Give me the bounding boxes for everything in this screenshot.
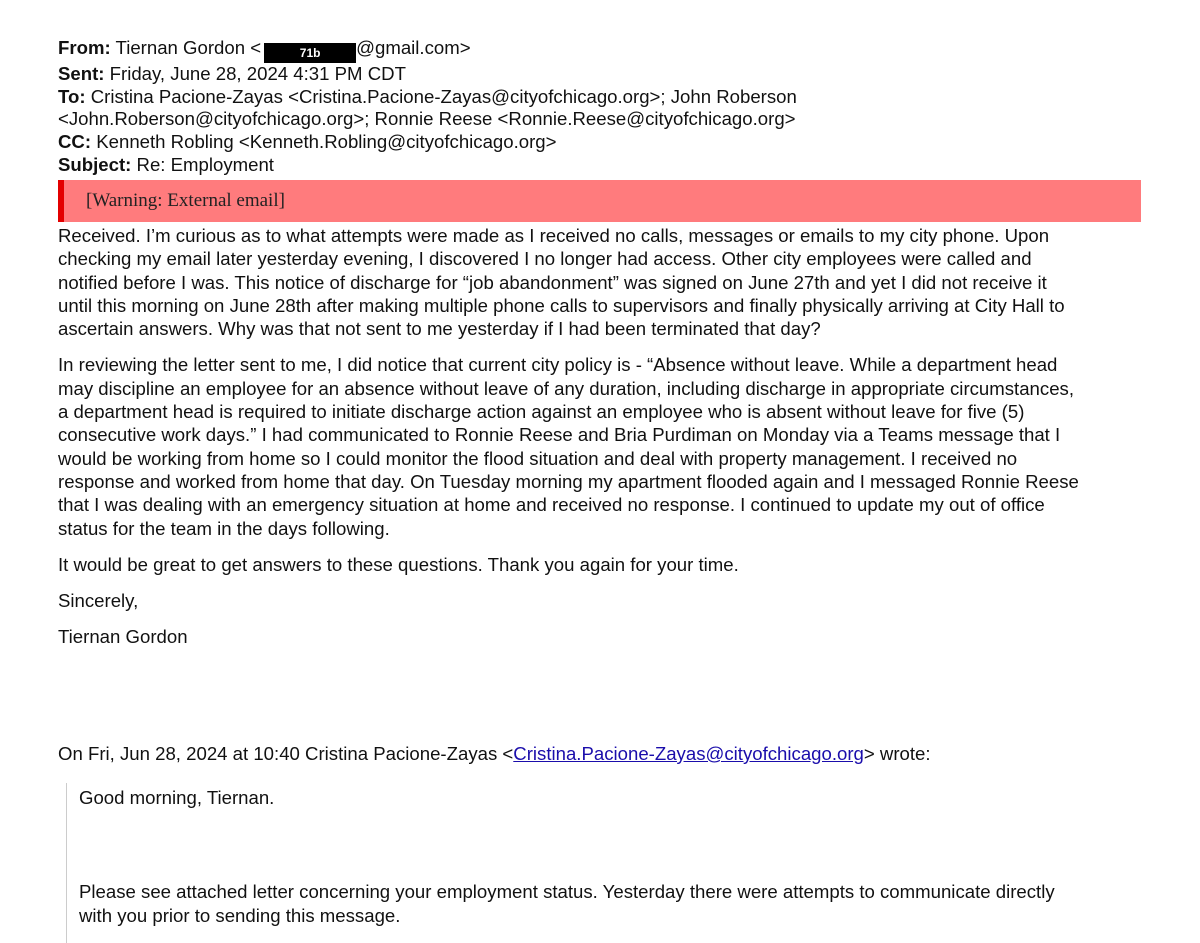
sent-row: Sent: Friday, June 28, 2024 4:31 PM CDT bbox=[58, 63, 406, 84]
quoted-body-line: with you prior to sending this message. bbox=[79, 904, 401, 926]
email-body bbox=[58, 224, 1168, 662]
paragraph-1: Received. I’m curious as to what attempts were made as I received no calls, messages or emails to my city phone. Upon checking my email later yesterday evening, I discovered I no longer had access. Other city employees were called and notified before I was. This notice of discharge for “job abandonment” was signed on June 27th and yet I did not receive it until this morning on June 28th after making multiple phone calls to supervisors and finally physically arriving at City Hall to ascertain answers. Why was that not sent to me yesterday if I had been terminated that day? bbox=[58, 225, 1065, 340]
quoted-greeting: Good morning, Tiernan. bbox=[79, 787, 275, 808]
quoted-message bbox=[66, 783, 1055, 943]
paragraph-3: It would be great to get answers to these questions. Thank you again for your time. bbox=[58, 553, 739, 575]
subject-row: Subject: Re: Employment bbox=[58, 153, 274, 175]
cc-row: CC: Kenneth Robling <Kenneth.Robling@cityofchicago.org> bbox=[58, 131, 557, 153]
quoted-body-line: Please see attached letter concerning your employment status. Yesterday there were attempts to communicate directly bbox=[79, 881, 1055, 903]
quoted-attribution: On Fri, Jun 28, 2024 at 10:40 Cristina Pacione-Zayas <Cristina.Pacione-Zayas@cityofchicago.org> wrote: bbox=[58, 743, 931, 764]
redaction-box: 71b bbox=[264, 43, 356, 63]
paragraph-2: In reviewing the letter sent to me, I did notice that current city policy is - “Absence without leave. While a department head may discipline an employee for an absence without leave of any duration, including discharge in appropriate circumstances, a department head is required to initiate discharge action against an employee who is absent without leave for five (5) consecutive work days.” I had communicated to Ronnie Reese and Bria Purdiman on Monday via a Teams message that I would be working from home so I could monitor the flood situation and deal with property management. I received no response and worked from home that day. On Tuesday morning my apartment flooded again and I messaged Ronnie Reese that I was dealing with an emergency situation at home and received no response. I continued to update my out of office status for the team in the days following. bbox=[58, 354, 1079, 539]
to-row: To: Cristina Pacione-Zayas <Cristina.Pacione-Zayas@cityofchicago.org>; John Roberson <John.Roberson@cityofchicago.org>; Ronnie Reese <Ronnie.Reese@cityofchicago.org> bbox=[58, 85, 797, 130]
from-row: From: Tiernan Gordon < 71b @gmail.com> bbox=[58, 37, 797, 63]
email-header bbox=[58, 37, 797, 177]
sender-email-link[interactable]: Cristina.Pacione-Zayas@cityofchicago.org bbox=[513, 743, 864, 764]
closing: Sincerely, bbox=[58, 590, 139, 612]
signature: Tiernan Gordon bbox=[58, 626, 188, 648]
external-email-warning-banner: [Warning: External email] bbox=[58, 180, 1141, 222]
